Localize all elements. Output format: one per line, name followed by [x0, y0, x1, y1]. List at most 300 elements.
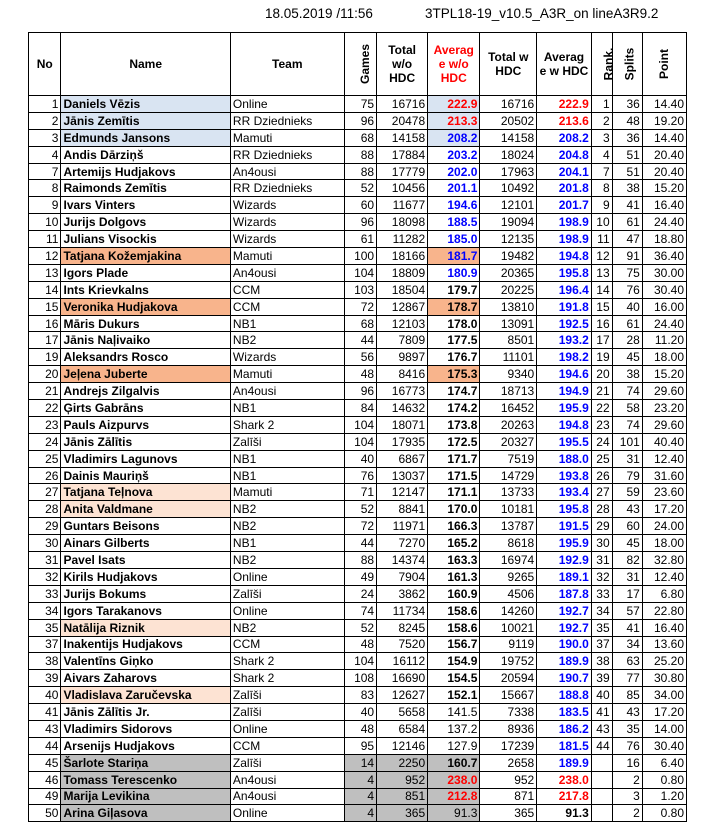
cell-team: Mamuti [230, 129, 344, 146]
table-row [29, 264, 687, 281]
cell-avg-w: 191.8 [537, 298, 592, 315]
cell-splits: 35 [612, 720, 642, 737]
cell-splits: 36 [612, 129, 642, 146]
cell-rank: 10 [591, 214, 612, 231]
cell-name: Tatjana Kožemjakina [61, 248, 230, 265]
cell-total-wo: 16690 [377, 670, 428, 687]
cell-team: An4ousi [230, 383, 344, 400]
cell-name: Arina Giļasova [61, 805, 230, 822]
cell-avg-wo: 174.7 [428, 383, 480, 400]
cell-no: 1 [29, 96, 61, 113]
cell-splits: 40 [612, 298, 642, 315]
cell-team: RR Dziednieks [230, 146, 344, 163]
cell-name: Edmunds Jansons [61, 129, 230, 146]
cell-total-w: 20327 [480, 433, 537, 450]
cell-point: 17.20 [642, 501, 686, 518]
table-row [29, 298, 687, 315]
cell-point: 29.60 [642, 383, 686, 400]
cell-avg-wo: 171.1 [428, 484, 480, 501]
cell-splits: 85 [612, 687, 642, 704]
cell-rank: 41 [591, 704, 612, 721]
cell-no: 35 [29, 619, 61, 636]
cell-total-wo: 9897 [377, 349, 428, 366]
cell-splits: 51 [612, 146, 642, 163]
col-splits [612, 33, 642, 96]
cell-splits: 60 [612, 518, 642, 535]
cell-avg-w: 183.5 [537, 704, 592, 721]
table-row [29, 602, 687, 619]
cell-avg-wo: 238.0 [428, 771, 480, 788]
cell-team: CCM [230, 281, 344, 298]
cell-avg-wo: 127.9 [428, 737, 480, 754]
cell-splits: 36 [612, 96, 642, 113]
table-row [29, 129, 687, 146]
cell-total-w: 17963 [480, 163, 537, 180]
cell-total-wo: 12867 [377, 298, 428, 315]
cell-total-wo: 7904 [377, 568, 428, 585]
cell-splits: 38 [612, 180, 642, 197]
cell-name: Daniels Vēzis [61, 96, 230, 113]
col-point [642, 33, 686, 96]
cell-no: 20 [29, 366, 61, 383]
cell-name: Ģirts Gabrāns [61, 400, 230, 417]
cell-avg-wo: 185.0 [428, 231, 480, 248]
cell-rank: 39 [591, 670, 612, 687]
table-row [29, 619, 687, 636]
cell-name: Ainars Gilberts [61, 535, 230, 552]
cell-total-wo: 18809 [377, 264, 428, 281]
cell-point: 16.40 [642, 197, 686, 214]
cell-total-w: 9340 [480, 366, 537, 383]
cell-games: 104 [344, 653, 376, 670]
cell-splits: 75 [612, 264, 642, 281]
cell-rank: 44 [591, 737, 612, 754]
cell-avg-w: 201.7 [537, 197, 592, 214]
cell-team: An4ousi [230, 788, 344, 805]
cell-avg-w: 91.3 [537, 805, 592, 822]
cell-no: 12 [29, 248, 61, 265]
cell-no: 24 [29, 433, 61, 450]
cell-team: CCM [230, 636, 344, 653]
cell-no: 34 [29, 602, 61, 619]
cell-games: 44 [344, 535, 376, 552]
table-row [29, 146, 687, 163]
cell-avg-wo: 163.3 [428, 552, 480, 569]
cell-total-w: 16452 [480, 400, 537, 417]
cell-rank: 23 [591, 416, 612, 433]
cell-avg-wo: 174.2 [428, 400, 480, 417]
cell-rank: 40 [591, 687, 612, 704]
cell-total-wo: 2250 [377, 754, 428, 771]
cell-games: 88 [344, 146, 376, 163]
cell-no: 37 [29, 636, 61, 653]
cell-games: 104 [344, 264, 376, 281]
cell-no: 14 [29, 281, 61, 298]
cell-team: NB1 [230, 450, 344, 467]
cell-total-w: 19094 [480, 214, 537, 231]
cell-rank: 26 [591, 467, 612, 484]
cell-no: 22 [29, 400, 61, 417]
cell-name: Vladislava Zaručevska [61, 687, 230, 704]
cell-no: 33 [29, 585, 61, 602]
cell-avg-w: 194.8 [537, 248, 592, 265]
cell-total-wo: 13037 [377, 467, 428, 484]
cell-avg-wo: 202.0 [428, 163, 480, 180]
cell-name: Julians Visockis [61, 231, 230, 248]
cell-point: 20.40 [642, 146, 686, 163]
cell-games: 40 [344, 450, 376, 467]
cell-total-w: 20502 [480, 112, 537, 129]
cell-avg-w: 201.8 [537, 180, 592, 197]
cell-name: Veronika Hudjakova [61, 298, 230, 315]
cell-rank: 28 [591, 501, 612, 518]
cell-splits: 74 [612, 416, 642, 433]
cell-point: 40.40 [642, 433, 686, 450]
cell-games: 68 [344, 129, 376, 146]
cell-name: Raimonds Zemītis [61, 180, 230, 197]
cell-avg-w: 192.7 [537, 619, 592, 636]
table-row [29, 687, 687, 704]
cell-total-wo: 12627 [377, 687, 428, 704]
cell-no: 39 [29, 670, 61, 687]
cell-avg-w: 195.8 [537, 264, 592, 281]
cell-total-w: 19482 [480, 248, 537, 265]
cell-name: Aivars Zaharovs [61, 670, 230, 687]
cell-avg-wo: 170.0 [428, 501, 480, 518]
cell-games: 72 [344, 298, 376, 315]
table-row [29, 315, 687, 332]
cell-point: 32.80 [642, 552, 686, 569]
table-row [29, 433, 687, 450]
cell-total-wo: 7270 [377, 535, 428, 552]
cell-total-w: 8618 [480, 535, 537, 552]
cell-rank: 4 [591, 146, 612, 163]
table-row [29, 552, 687, 569]
cell-rank: 31 [591, 552, 612, 569]
cell-name: Guntars Beisons [61, 518, 230, 535]
cell-total-wo: 7809 [377, 332, 428, 349]
cell-games: 68 [344, 315, 376, 332]
cell-point: 6.80 [642, 585, 686, 602]
cell-total-w: 14158 [480, 129, 537, 146]
col-no: No [29, 33, 61, 96]
cell-total-w: 871 [480, 788, 537, 805]
cell-avg-wo: 222.9 [428, 96, 480, 113]
cell-avg-w: 190.0 [537, 636, 592, 653]
cell-total-w: 11101 [480, 349, 537, 366]
cell-total-wo: 17935 [377, 433, 428, 450]
cell-no: 13 [29, 264, 61, 281]
cell-team: NB2 [230, 619, 344, 636]
col-avg-w: Averag e w HDC [537, 33, 592, 96]
table-row [29, 332, 687, 349]
cell-splits: 76 [612, 737, 642, 754]
cell-total-w: 16716 [480, 96, 537, 113]
cell-total-wo: 18098 [377, 214, 428, 231]
table-row [29, 704, 687, 721]
cell-no: 44 [29, 737, 61, 754]
cell-avg-wo: 180.9 [428, 264, 480, 281]
cell-rank: 19 [591, 349, 612, 366]
table-row [29, 805, 687, 822]
cell-rank: 17 [591, 332, 612, 349]
cell-name: Dainis Mauriņš [61, 467, 230, 484]
cell-games: 52 [344, 501, 376, 518]
cell-total-w: 14729 [480, 467, 537, 484]
cell-team: Online [230, 568, 344, 585]
cell-total-wo: 7520 [377, 636, 428, 653]
cell-games: 40 [344, 704, 376, 721]
cell-avg-w: 181.5 [537, 737, 592, 754]
cell-games: 52 [344, 619, 376, 636]
cell-rank: 30 [591, 535, 612, 552]
cell-point: 18.00 [642, 535, 686, 552]
cell-games: 60 [344, 197, 376, 214]
cell-avg-w: 189.9 [537, 754, 592, 771]
cell-splits: 101 [612, 433, 642, 450]
cell-no: 29 [29, 518, 61, 535]
cell-no: 28 [29, 501, 61, 518]
cell-games: 74 [344, 602, 376, 619]
col-total-wo: Total w/o HDC [377, 33, 428, 96]
table-row [29, 788, 687, 805]
cell-avg-wo: 188.5 [428, 214, 480, 231]
cell-name: Ints Krievkalns [61, 281, 230, 298]
cell-splits: 28 [612, 332, 642, 349]
cell-no: 9 [29, 197, 61, 214]
col-total-w: Total w HDC [480, 33, 537, 96]
cell-total-wo: 10456 [377, 180, 428, 197]
cell-splits: 57 [612, 602, 642, 619]
cell-name: Kirils Hudjakovs [61, 568, 230, 585]
cell-point: 16.40 [642, 619, 686, 636]
table-row [29, 197, 687, 214]
cell-point: 12.40 [642, 568, 686, 585]
cell-rank: 24 [591, 433, 612, 450]
cell-avg-wo: 161.3 [428, 568, 480, 585]
cell-splits: 31 [612, 568, 642, 585]
cell-team: Online [230, 805, 344, 822]
cell-total-wo: 17779 [377, 163, 428, 180]
cell-avg-wo: 175.3 [428, 366, 480, 383]
cell-splits: 41 [612, 197, 642, 214]
cell-total-w: 10492 [480, 180, 537, 197]
report-date: 18.05.2019 /11:56 [265, 6, 373, 21]
report-file-name: 3TPL18-19_v10.5_A3R_on lineA3R9.2 [425, 6, 659, 21]
cell-team: Mamuti [230, 248, 344, 265]
cell-total-wo: 16716 [377, 96, 428, 113]
cell-rank: 38 [591, 653, 612, 670]
cell-team: Shark 2 [230, 416, 344, 433]
cell-team: Online [230, 720, 344, 737]
cell-no: 21 [29, 383, 61, 400]
cell-team: Zalīši [230, 585, 344, 602]
cell-name: Inakentijs Hudjakovs [61, 636, 230, 653]
cell-point: 24.40 [642, 214, 686, 231]
cell-total-wo: 12147 [377, 484, 428, 501]
cell-rank: 2 [591, 112, 612, 129]
cell-total-wo: 851 [377, 788, 428, 805]
cell-avg-wo: 137.2 [428, 720, 480, 737]
cell-avg-w: 190.7 [537, 670, 592, 687]
cell-rank: 34 [591, 602, 612, 619]
cell-games: 52 [344, 180, 376, 197]
table-row [29, 163, 687, 180]
cell-total-wo: 18504 [377, 281, 428, 298]
cell-avg-w: 198.9 [537, 231, 592, 248]
cell-name: Jānis Zālītis Jr. [61, 704, 230, 721]
cell-no: 27 [29, 484, 61, 501]
cell-total-w: 20225 [480, 281, 537, 298]
cell-avg-wo: 173.8 [428, 416, 480, 433]
cell-games: 84 [344, 400, 376, 417]
cell-rank [591, 805, 612, 822]
cell-no: 26 [29, 467, 61, 484]
cell-no: 32 [29, 568, 61, 585]
cell-games: 88 [344, 163, 376, 180]
cell-splits: 91 [612, 248, 642, 265]
table-row [29, 450, 687, 467]
cell-avg-wo: 203.2 [428, 146, 480, 163]
col-name: Name [61, 33, 230, 96]
cell-rank: 3 [591, 129, 612, 146]
table-row [29, 349, 687, 366]
table-row [29, 535, 687, 552]
cell-total-wo: 5658 [377, 704, 428, 721]
cell-avg-w: 198.9 [537, 214, 592, 231]
cell-avg-wo: 141.5 [428, 704, 480, 721]
cell-name: Māris Dukurs [61, 315, 230, 332]
table-row [29, 737, 687, 754]
cell-no: 11 [29, 231, 61, 248]
cell-avg-w: 188.0 [537, 450, 592, 467]
cell-no: 17 [29, 332, 61, 349]
table-body [29, 96, 687, 822]
cell-splits: 63 [612, 653, 642, 670]
cell-total-w: 9119 [480, 636, 537, 653]
cell-point: 12.40 [642, 450, 686, 467]
cell-avg-w: 213.6 [537, 112, 592, 129]
cell-total-w: 7519 [480, 450, 537, 467]
table-row [29, 653, 687, 670]
cell-splits: 31 [612, 450, 642, 467]
cell-total-w: 8501 [480, 332, 537, 349]
cell-avg-w: 189.1 [537, 568, 592, 585]
cell-rank: 8 [591, 180, 612, 197]
cell-team: NB2 [230, 518, 344, 535]
cell-rank: 13 [591, 264, 612, 281]
cell-avg-wo: 166.3 [428, 518, 480, 535]
table-row [29, 231, 687, 248]
cell-splits: 16 [612, 754, 642, 771]
cell-team: Zalīši [230, 687, 344, 704]
cell-name: Jānis Zemītis [61, 112, 230, 129]
cell-rank: 20 [591, 366, 612, 383]
table-row [29, 568, 687, 585]
cell-games: 103 [344, 281, 376, 298]
cell-name: Pavel Isats [61, 552, 230, 569]
cell-team: NB1 [230, 315, 344, 332]
cell-point: 24.40 [642, 315, 686, 332]
cell-point: 1.20 [642, 788, 686, 805]
cell-avg-w: 193.8 [537, 467, 592, 484]
cell-games: 96 [344, 214, 376, 231]
cell-avg-wo: 179.7 [428, 281, 480, 298]
cell-rank: 16 [591, 315, 612, 332]
table-row [29, 771, 687, 788]
cell-games: 56 [344, 349, 376, 366]
cell-avg-w: 193.4 [537, 484, 592, 501]
cell-no: 38 [29, 653, 61, 670]
cell-team: Online [230, 96, 344, 113]
cell-total-w: 13787 [480, 518, 537, 535]
cell-team: Mamuti [230, 484, 344, 501]
cell-avg-wo: 160.9 [428, 585, 480, 602]
cell-avg-w: 192.9 [537, 552, 592, 569]
cell-total-w: 952 [480, 771, 537, 788]
table-row [29, 484, 687, 501]
table-row [29, 112, 687, 129]
cell-splits: 45 [612, 349, 642, 366]
cell-no: 8 [29, 180, 61, 197]
cell-rank: 35 [591, 619, 612, 636]
cell-no: 7 [29, 163, 61, 180]
cell-total-w: 2658 [480, 754, 537, 771]
cell-total-w: 20263 [480, 416, 537, 433]
cell-avg-w: 186.2 [537, 720, 592, 737]
cell-avg-wo: 158.6 [428, 619, 480, 636]
cell-splits: 61 [612, 214, 642, 231]
cell-no: 19 [29, 349, 61, 366]
cell-splits: 41 [612, 619, 642, 636]
cell-avg-wo: 154.5 [428, 670, 480, 687]
cell-splits: 43 [612, 704, 642, 721]
cell-total-w: 12135 [480, 231, 537, 248]
cell-games: 48 [344, 636, 376, 653]
cell-no: 31 [29, 552, 61, 569]
cell-splits: 43 [612, 501, 642, 518]
cell-no: 43 [29, 720, 61, 737]
cell-team: NB2 [230, 552, 344, 569]
cell-avg-wo: 171.5 [428, 467, 480, 484]
cell-point: 31.60 [642, 467, 686, 484]
cell-games: 88 [344, 552, 376, 569]
cell-avg-w: 195.5 [537, 433, 592, 450]
cell-name: Tatjana Teļnova [61, 484, 230, 501]
cell-total-wo: 11734 [377, 602, 428, 619]
cell-total-w: 18713 [480, 383, 537, 400]
cell-games: 4 [344, 805, 376, 822]
cell-total-w: 14260 [480, 602, 537, 619]
cell-total-wo: 14158 [377, 129, 428, 146]
cell-point: 30.00 [642, 264, 686, 281]
cell-name: Pauls Aizpurvs [61, 416, 230, 433]
header-row [29, 33, 687, 96]
cell-team: An4ousi [230, 163, 344, 180]
cell-team: CCM [230, 298, 344, 315]
cell-splits: 51 [612, 163, 642, 180]
cell-splits: 74 [612, 383, 642, 400]
cell-rank: 43 [591, 720, 612, 737]
cell-avg-w: 188.8 [537, 687, 592, 704]
cell-point: 14.00 [642, 720, 686, 737]
cell-team: NB2 [230, 501, 344, 518]
cell-rank: 21 [591, 383, 612, 400]
cell-name: Jurijs Dolgovs [61, 214, 230, 231]
cell-avg-w: 192.5 [537, 315, 592, 332]
cell-total-w: 12101 [480, 197, 537, 214]
cell-name: Natālija Riznik [61, 619, 230, 636]
